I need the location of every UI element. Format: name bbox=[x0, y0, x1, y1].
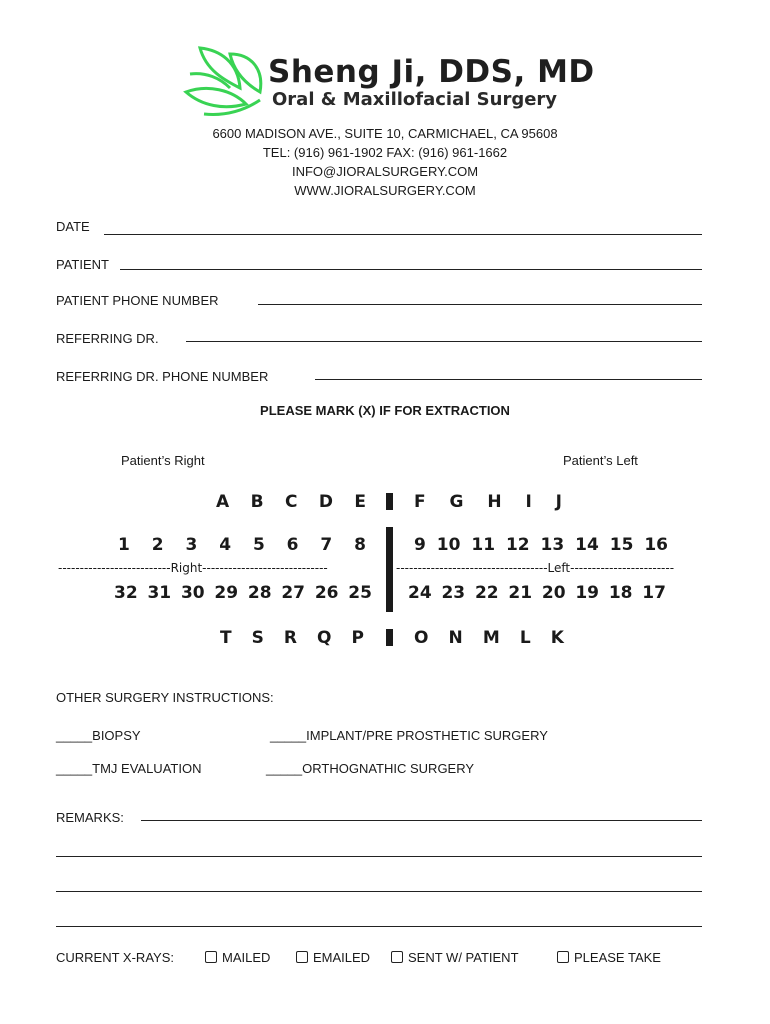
lower-permanent-right-row bbox=[114, 583, 372, 603]
tooth-G[interactable]: G bbox=[449, 492, 464, 512]
lower-permanent-left-row bbox=[408, 583, 666, 603]
tooth-S[interactable]: S bbox=[251, 628, 264, 648]
tooth-8[interactable]: 8 bbox=[354, 535, 366, 555]
tooth-12[interactable]: 12 bbox=[505, 535, 530, 555]
implant-option[interactable]: _____IMPLANT/PRE PROSTHETIC SURGERY bbox=[270, 728, 548, 743]
tooth-D[interactable]: D bbox=[318, 492, 333, 512]
tooth-11[interactable]: 11 bbox=[471, 535, 496, 555]
tooth-H[interactable]: H bbox=[487, 492, 502, 512]
referring-phone-field[interactable] bbox=[315, 379, 702, 380]
tooth-28[interactable]: 28 bbox=[247, 583, 272, 603]
tooth-18[interactable]: 18 bbox=[608, 583, 633, 603]
other-instructions-title: OTHER SURGERY INSTRUCTIONS: bbox=[56, 690, 274, 705]
tooth-14[interactable]: 14 bbox=[575, 535, 599, 555]
emailed-label: EMAILED bbox=[313, 950, 371, 965]
remarks-line-3[interactable] bbox=[56, 891, 702, 892]
tooth-P[interactable]: P bbox=[351, 628, 364, 648]
tooth-3[interactable]: 3 bbox=[185, 535, 198, 555]
tooth-17[interactable]: 17 bbox=[642, 583, 666, 603]
tooth-32[interactable]: 32 bbox=[114, 583, 138, 603]
patient-field[interactable] bbox=[120, 269, 702, 270]
xray-emailed-option[interactable] bbox=[296, 950, 370, 965]
tooth-24[interactable]: 24 bbox=[408, 583, 432, 603]
xray-mailed-option[interactable] bbox=[205, 950, 270, 965]
mailed-label: MAILED bbox=[222, 950, 271, 965]
midline-marker-upper bbox=[386, 493, 393, 510]
email[interactable]: INFO@JIORALSURGERY.COM bbox=[291, 164, 479, 179]
tmj-option[interactable]: _____TMJ EVALUATION bbox=[56, 761, 202, 776]
referring-phone-label: REFERRING DR. PHONE NUMBER bbox=[56, 369, 269, 384]
xray-take-option[interactable] bbox=[557, 950, 661, 965]
date-label: DATE bbox=[56, 219, 90, 234]
tooth-I[interactable]: I bbox=[525, 492, 532, 512]
emailed-checkbox[interactable] bbox=[296, 951, 308, 963]
right-divider: --------------------------Right----------------------------- bbox=[58, 561, 328, 575]
remarks-label: REMARKS: bbox=[56, 810, 124, 825]
tooth-5[interactable]: 5 bbox=[252, 535, 265, 555]
tooth-16[interactable]: 16 bbox=[644, 535, 668, 555]
extraction-title: PLEASE MARK (X) IF FOR EXTRACTION bbox=[260, 403, 510, 418]
left-divider: -----------------------------------Left------------------------ bbox=[396, 561, 675, 575]
tooth-10[interactable]: 10 bbox=[436, 535, 461, 555]
mailed-checkbox[interactable] bbox=[205, 951, 217, 963]
date-field[interactable] bbox=[104, 234, 702, 235]
sent-checkbox[interactable] bbox=[391, 951, 403, 963]
phone-fax: TEL: (916) 961-1902 FAX: (916) 961-1662 bbox=[262, 145, 508, 160]
tooth-B[interactable]: B bbox=[250, 492, 264, 512]
tooth-L[interactable]: L bbox=[519, 628, 531, 648]
tooth-M[interactable]: M bbox=[482, 628, 500, 648]
take-label: PLEASE TAKE bbox=[574, 950, 661, 965]
tooth-20[interactable]: 20 bbox=[541, 583, 566, 603]
tooth-C[interactable]: C bbox=[284, 492, 298, 512]
tooth-Q[interactable]: Q bbox=[317, 628, 332, 648]
tooth-25[interactable]: 25 bbox=[348, 583, 372, 603]
tooth-27[interactable]: 27 bbox=[281, 583, 306, 603]
website[interactable]: WWW.JIORALSURGERY.COM bbox=[294, 183, 476, 198]
tooth-13[interactable]: 13 bbox=[540, 535, 565, 555]
sent-label: SENT W/ PATIENT bbox=[408, 950, 519, 965]
referring-dr-label: REFERRING DR. bbox=[56, 331, 159, 346]
tooth-30[interactable]: 30 bbox=[180, 583, 205, 603]
address: 6600 MADISON AVE., SUITE 10, CARMICHAEL, CA 95608 bbox=[212, 126, 558, 141]
upper-primary-left-row bbox=[414, 492, 562, 512]
tooth-22[interactable]: 22 bbox=[474, 583, 499, 603]
lower-primary-left-row bbox=[414, 628, 564, 648]
referring-dr-field[interactable] bbox=[186, 341, 702, 342]
tooth-J[interactable]: J bbox=[555, 492, 562, 512]
patient-left-label: Patient’s Left bbox=[563, 453, 638, 468]
xrays-label: CURRENT X-RAYS: bbox=[56, 950, 174, 965]
tooth-E[interactable]: E bbox=[354, 492, 366, 512]
tooth-9[interactable]: 9 bbox=[414, 535, 426, 555]
patient-label: PATIENT bbox=[56, 257, 109, 272]
tooth-1[interactable]: 1 bbox=[118, 535, 130, 555]
tooth-T[interactable]: T bbox=[220, 628, 232, 648]
tooth-2[interactable]: 2 bbox=[151, 535, 164, 555]
tooth-15[interactable]: 15 bbox=[609, 535, 634, 555]
tooth-4[interactable]: 4 bbox=[219, 535, 232, 555]
upper-permanent-right-row bbox=[118, 535, 366, 555]
tooth-7[interactable]: 7 bbox=[320, 535, 333, 555]
tooth-29[interactable]: 29 bbox=[214, 583, 239, 603]
lower-primary-right-row bbox=[220, 628, 364, 648]
tooth-O[interactable]: O bbox=[414, 628, 429, 648]
tooth-26[interactable]: 26 bbox=[314, 583, 339, 603]
tooth-N[interactable]: N bbox=[448, 628, 463, 648]
tooth-K[interactable]: K bbox=[550, 628, 564, 648]
remarks-line-2[interactable] bbox=[56, 856, 702, 857]
patient-phone-field[interactable] bbox=[258, 304, 702, 305]
biopsy-option[interactable]: _____BIOPSY bbox=[56, 728, 141, 743]
leaf-logo-icon bbox=[180, 40, 266, 120]
upper-permanent-left-row bbox=[414, 535, 668, 555]
xray-sent-option[interactable] bbox=[391, 950, 519, 965]
patient-right-label: Patient’s Right bbox=[121, 453, 205, 468]
tooth-31[interactable]: 31 bbox=[147, 583, 172, 603]
tooth-19[interactable]: 19 bbox=[575, 583, 600, 603]
upper-primary-right-row bbox=[216, 492, 366, 512]
tooth-F[interactable]: F bbox=[414, 492, 426, 512]
tooth-6[interactable]: 6 bbox=[286, 535, 299, 555]
remarks-line-1[interactable] bbox=[141, 820, 702, 821]
tooth-21[interactable]: 21 bbox=[508, 583, 533, 603]
tooth-R[interactable]: R bbox=[283, 628, 298, 648]
orthognathic-option[interactable]: _____ORTHOGNATHIC SURGERY bbox=[266, 761, 475, 776]
take-checkbox[interactable] bbox=[557, 951, 569, 963]
tooth-23[interactable]: 23 bbox=[441, 583, 466, 603]
patient-phone-label: PATIENT PHONE NUMBER bbox=[56, 293, 219, 308]
practice-specialty: Oral & Maxillofacial Surgery bbox=[272, 89, 558, 110]
tooth-A[interactable]: A bbox=[216, 492, 230, 512]
midline-divider bbox=[386, 527, 393, 612]
midline-marker-lower bbox=[386, 629, 393, 646]
practice-name: Sheng Ji, DDS, MD bbox=[268, 54, 595, 90]
remarks-line-4[interactable] bbox=[56, 926, 702, 927]
